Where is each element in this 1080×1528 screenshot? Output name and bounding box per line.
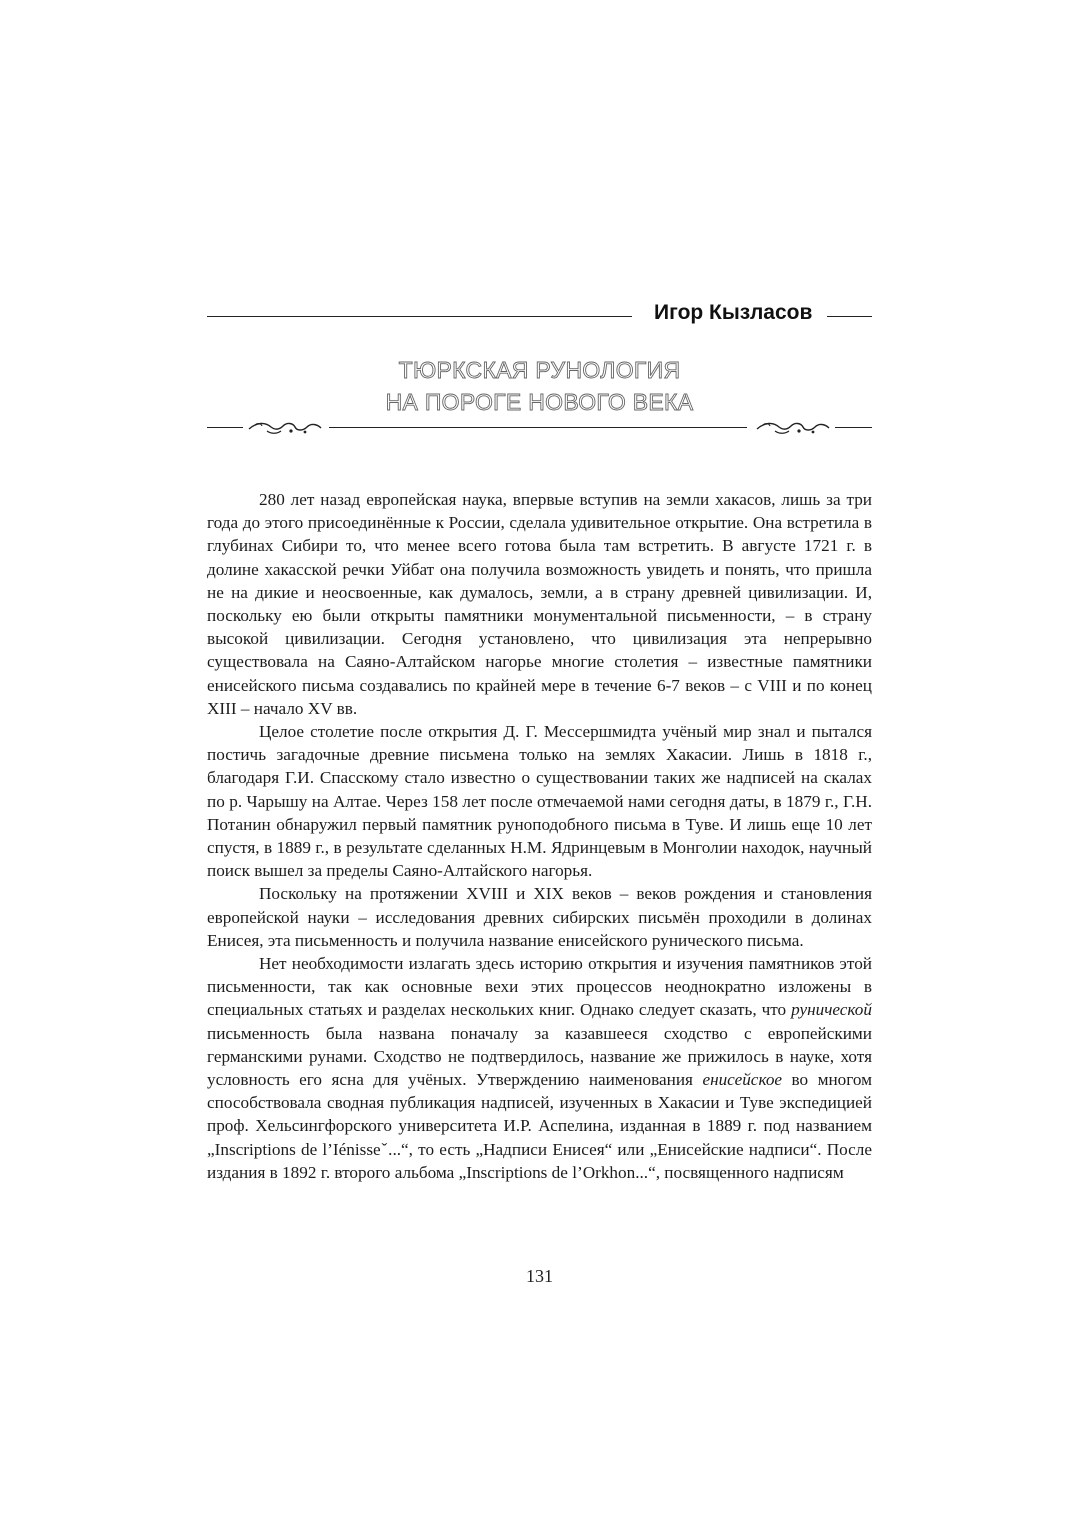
divider-rule bbox=[835, 427, 872, 428]
page-number: 131 bbox=[526, 1266, 553, 1286]
paragraph: Поскольку на протяжении XVIII и XIX веков – веков рождения и становления европейской науки – исследования древних сибирских письмён проходили в долинах Енисея, эта письменность и получила название енисейского рунического письма. bbox=[207, 884, 872, 950]
article-title-line-2: НА ПОРОГЕ НОВОГО ВЕКА bbox=[385, 389, 694, 415]
article-title-line-1: ТЮРКСКАЯ РУНОЛОГИЯ bbox=[398, 357, 681, 383]
article-title bbox=[207, 354, 872, 418]
article-body bbox=[207, 488, 872, 1184]
paragraph-text: во многом способствовала сводная публикация надписей, изученных в Хакасии и Туве экспедицией проф. Хельсингфорского университета И.Р. Аспелина, изданная в 1889 г. под названием „Inscriptions de l’Iénisseˇ...“, то есть „Надписи Енисея“ или „Енисейские надписи“. После издания в 1892 г. второго альбома „Inscriptions de l’Orkhon...“, посвященного надписям bbox=[207, 1070, 872, 1182]
paragraph: 280 лет назад европейская наука, впервые вступив на земли хакасов, лишь за три года до этого присоединённые к России, сделала удивительное открытие. Она встретила в глубинах Сибири то, что менее всего готова была там встретить. В августе 1721 г. в долине хакасской речки Уйбат она получила возможность увидеть и понять, что пришла не на дикие и неосвоенные, как думалось, земли, а в страну древней цивилизации. И, поскольку ею были открыты памятники монументальной письменности, – в страну высокой цивилизации. Сегодня установлено, что цивилизация эта непрерывно существовала на Саяно-Алтайском нагорье многие столетия – известные памятники енисейского письма создавались по крайней мере в течение 6-7 веков – с VIII и по конец XIII – начало XV вв. bbox=[207, 490, 872, 718]
paragraph bbox=[207, 952, 872, 1184]
header-rule-left bbox=[207, 316, 632, 317]
author-name: Игор Кызласов bbox=[654, 301, 813, 324]
ornament-flourish-icon bbox=[755, 418, 831, 436]
divider-rule bbox=[207, 427, 243, 428]
title-ornament-divider bbox=[207, 416, 872, 438]
running-header bbox=[207, 300, 872, 332]
divider-rule bbox=[329, 427, 747, 428]
emphasis-term: рунической bbox=[791, 1000, 872, 1020]
ornament-flourish-icon bbox=[247, 418, 323, 436]
paragraph-text: Нет необходимости излагать здесь историю открытия и изучения памятников этой письменности, так как основные вехи этих процессов неоднократно изложены в специальных статьях и разделах нескольких книг. Однако следует сказать, что bbox=[207, 954, 872, 1020]
header-rule-right bbox=[827, 316, 872, 317]
paragraph-text: письменность была названа поначалу за казавшееся сходство с европейскими германскими рунами. Сходство не подтвердилось, название же прижилось в науке, хотя условность его ясна для учёных. Утверждению наименования bbox=[207, 1023, 872, 1090]
paragraph: Целое столетие после открытия Д. Г. Мессершмидта учёный мир знал и пытался постичь загадочные древние письмена только на землях Хакасии. Лишь в 1818 г., благодаря Г.И. Спасскому стало известно о существовании таких же надписей на скалах по р. Чарышу на Алтае. Через 158 лет после отмечаемой нами сегодня даты, в 1879 г., Г.Н. Потанин обнаружил первый памятник руноподобного письма в Туве. И лишь еще 10 лет спустя, в 1889 г., в результате сделанных Н.М. Ядринцевым в Монголии находок, научный поиск вышел за пределы Саяно-Алтайского нагорья. bbox=[207, 722, 872, 881]
emphasis-term: енисейское bbox=[702, 1070, 783, 1090]
